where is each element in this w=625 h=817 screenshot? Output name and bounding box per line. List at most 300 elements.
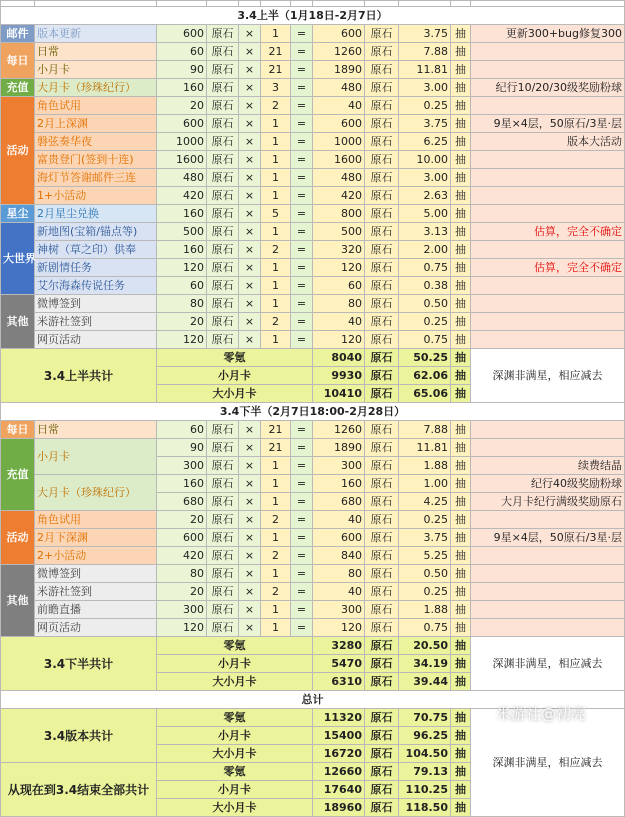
total-draws: 65.06 xyxy=(399,385,451,403)
draw-count: 3.00 xyxy=(399,79,451,97)
times-sign: × xyxy=(239,43,261,61)
unit-label: 原石 xyxy=(365,727,399,745)
result-value: 500 xyxy=(313,223,365,241)
unit-label: 原石 xyxy=(365,493,399,511)
table-row xyxy=(1,295,625,313)
table-row xyxy=(1,169,625,187)
total-value: 5470 xyxy=(313,655,365,673)
item-name: 神树（草之印）供奉 xyxy=(35,241,157,259)
equals-sign: = xyxy=(291,295,313,313)
unit-label: 原石 xyxy=(207,169,239,187)
table-row xyxy=(1,529,625,547)
total-value: 6310 xyxy=(313,673,365,691)
unit-label: 原石 xyxy=(365,313,399,331)
multiplier: 2 xyxy=(261,313,291,331)
table-row xyxy=(1,187,625,205)
item-name: 小月卡 xyxy=(35,61,157,79)
draw-count: 11.81 xyxy=(399,61,451,79)
draw-label: 抽 xyxy=(451,385,471,403)
times-sign: × xyxy=(239,529,261,547)
total-tier: 小月卡 xyxy=(157,781,313,799)
unit-label: 原石 xyxy=(207,277,239,295)
total-label: 从现在到3.4结束全部共计 xyxy=(1,763,157,817)
multiplier: 1 xyxy=(261,529,291,547)
times-sign: × xyxy=(239,511,261,529)
unit-label: 原石 xyxy=(207,115,239,133)
total-tier: 小月卡 xyxy=(157,655,313,673)
result-value: 120 xyxy=(313,331,365,349)
draw-label: 抽 xyxy=(451,25,471,43)
times-sign: × xyxy=(239,295,261,313)
multiplier: 21 xyxy=(261,61,291,79)
unit-label: 原石 xyxy=(207,475,239,493)
multiplier: 1 xyxy=(261,565,291,583)
result-value: 120 xyxy=(313,619,365,637)
result-value: 1260 xyxy=(313,43,365,61)
times-sign: × xyxy=(239,115,261,133)
result-value: 420 xyxy=(313,187,365,205)
note: 估算，完全不确定 xyxy=(471,223,625,241)
total-row xyxy=(1,349,625,367)
draw-count: 4.25 xyxy=(399,493,451,511)
note: 大月卡纪行满级奖励原石 xyxy=(471,493,625,511)
note xyxy=(471,439,625,457)
total-value: 9930 xyxy=(313,367,365,385)
total-row xyxy=(1,637,625,655)
note xyxy=(471,331,625,349)
quantity: 120 xyxy=(157,331,207,349)
note xyxy=(471,241,625,259)
draw-label: 抽 xyxy=(451,241,471,259)
result-value: 840 xyxy=(313,547,365,565)
table-row xyxy=(1,241,625,259)
total-note: 深渊非满星，相应减去 xyxy=(471,709,625,817)
multiplier: 1 xyxy=(261,25,291,43)
unit-label: 原石 xyxy=(207,295,239,313)
note: 续费结晶 xyxy=(471,457,625,475)
item-name: 前瞻直播 xyxy=(35,601,157,619)
draw-label: 抽 xyxy=(451,583,471,601)
draw-count: 0.75 xyxy=(399,331,451,349)
quantity: 20 xyxy=(157,97,207,115)
unit-label: 原石 xyxy=(365,241,399,259)
total-value: 17640 xyxy=(313,781,365,799)
result-value: 40 xyxy=(313,313,365,331)
multiplier: 1 xyxy=(261,223,291,241)
item-name: 新剧情任务 xyxy=(35,259,157,277)
equals-sign: = xyxy=(291,115,313,133)
draw-count: 0.25 xyxy=(399,511,451,529)
unit-label: 原石 xyxy=(365,547,399,565)
equals-sign: = xyxy=(291,547,313,565)
quantity: 1000 xyxy=(157,133,207,151)
total-value: 15400 xyxy=(313,727,365,745)
unit-label: 原石 xyxy=(207,205,239,223)
table-row xyxy=(1,547,625,565)
equals-sign: = xyxy=(291,457,313,475)
multiplier: 1 xyxy=(261,133,291,151)
category-label: 其他 xyxy=(1,295,35,349)
item-name: 富贵登门(签到十连) xyxy=(35,151,157,169)
result-value: 1600 xyxy=(313,151,365,169)
note xyxy=(471,205,625,223)
equals-sign: = xyxy=(291,97,313,115)
category-label: 充值 xyxy=(1,439,35,511)
multiplier: 2 xyxy=(261,97,291,115)
equals-sign: = xyxy=(291,151,313,169)
table-row xyxy=(1,511,625,529)
note xyxy=(471,43,625,61)
draw-count: 1.00 xyxy=(399,475,451,493)
equals-sign: = xyxy=(291,61,313,79)
quantity: 300 xyxy=(157,457,207,475)
times-sign: × xyxy=(239,151,261,169)
unit-label: 原石 xyxy=(207,187,239,205)
unit-label: 原石 xyxy=(365,187,399,205)
draw-count: 0.25 xyxy=(399,313,451,331)
times-sign: × xyxy=(239,259,261,277)
draw-label: 抽 xyxy=(451,709,471,727)
category-label: 邮件 xyxy=(1,25,35,43)
category-label: 大世界 xyxy=(1,223,35,295)
total-tier: 大小月卡 xyxy=(157,799,313,817)
total-draws: 50.25 xyxy=(399,349,451,367)
unit-label: 原石 xyxy=(365,583,399,601)
draw-label: 抽 xyxy=(451,439,471,457)
result-value: 60 xyxy=(313,277,365,295)
table-row xyxy=(1,601,625,619)
table-row xyxy=(1,475,625,493)
equals-sign: = xyxy=(291,205,313,223)
unit-label: 原石 xyxy=(365,619,399,637)
unit-label: 原石 xyxy=(207,457,239,475)
draw-label: 抽 xyxy=(451,601,471,619)
unit-label: 原石 xyxy=(207,529,239,547)
note xyxy=(471,61,625,79)
unit-label: 原石 xyxy=(207,619,239,637)
draw-label: 抽 xyxy=(451,223,471,241)
table-row xyxy=(1,565,625,583)
multiplier: 1 xyxy=(261,115,291,133)
draw-label: 抽 xyxy=(451,547,471,565)
item-name: 2月星尘兑换 xyxy=(35,205,157,223)
total-value: 12660 xyxy=(313,763,365,781)
draw-count: 11.81 xyxy=(399,439,451,457)
draw-label: 抽 xyxy=(451,457,471,475)
draw-label: 抽 xyxy=(451,475,471,493)
quantity: 420 xyxy=(157,187,207,205)
draw-count: 2.00 xyxy=(399,241,451,259)
equals-sign: = xyxy=(291,133,313,151)
equals-sign: = xyxy=(291,439,313,457)
total-draws: 62.06 xyxy=(399,367,451,385)
item-name: 2+小活动 xyxy=(35,547,157,565)
multiplier: 1 xyxy=(261,619,291,637)
equals-sign: = xyxy=(291,331,313,349)
times-sign: × xyxy=(239,493,261,511)
category-label: 其他 xyxy=(1,565,35,637)
unit-label: 原石 xyxy=(207,547,239,565)
result-value: 1890 xyxy=(313,439,365,457)
equals-sign: = xyxy=(291,25,313,43)
unit-label: 原石 xyxy=(365,745,399,763)
unit-label: 原石 xyxy=(207,151,239,169)
result-value: 600 xyxy=(313,115,365,133)
quantity: 600 xyxy=(157,115,207,133)
draw-count: 3.13 xyxy=(399,223,451,241)
result-value: 1260 xyxy=(313,421,365,439)
unit-label: 原石 xyxy=(207,61,239,79)
draw-count: 7.88 xyxy=(399,421,451,439)
draw-count: 3.75 xyxy=(399,529,451,547)
draw-label: 抽 xyxy=(451,169,471,187)
item-name: 艾尔海森传说任务 xyxy=(35,277,157,295)
equals-sign: = xyxy=(291,241,313,259)
note xyxy=(471,601,625,619)
total-tier: 零氪 xyxy=(157,637,313,655)
draw-count: 0.25 xyxy=(399,97,451,115)
draw-count: 5.25 xyxy=(399,547,451,565)
equals-sign: = xyxy=(291,169,313,187)
unit-label: 原石 xyxy=(365,385,399,403)
result-value: 300 xyxy=(313,457,365,475)
times-sign: × xyxy=(239,25,261,43)
draw-count: 0.50 xyxy=(399,295,451,313)
category-label: 活动 xyxy=(1,97,35,205)
multiplier: 1 xyxy=(261,331,291,349)
item-name: 网页活动 xyxy=(35,331,157,349)
equals-sign: = xyxy=(291,475,313,493)
unit-label: 原石 xyxy=(365,367,399,385)
quantity: 160 xyxy=(157,79,207,97)
draw-count: 0.75 xyxy=(399,619,451,637)
draw-label: 抽 xyxy=(451,763,471,781)
draw-count: 3.00 xyxy=(399,169,451,187)
draw-label: 抽 xyxy=(451,367,471,385)
category-label: 充值 xyxy=(1,79,35,97)
total-value: 8040 xyxy=(313,349,365,367)
times-sign: × xyxy=(239,331,261,349)
unit-label: 原石 xyxy=(365,349,399,367)
draw-label: 抽 xyxy=(451,565,471,583)
equals-sign: = xyxy=(291,187,313,205)
unit-label: 原石 xyxy=(207,259,239,277)
equals-sign: = xyxy=(291,601,313,619)
draw-count: 0.75 xyxy=(399,259,451,277)
unit-label: 原石 xyxy=(207,43,239,61)
draw-label: 抽 xyxy=(451,61,471,79)
unit-label: 原石 xyxy=(365,601,399,619)
category-label: 活动 xyxy=(1,511,35,565)
unit-label: 原石 xyxy=(207,511,239,529)
category-label: 星尘 xyxy=(1,205,35,223)
unit-label: 原石 xyxy=(365,673,399,691)
result-value: 800 xyxy=(313,205,365,223)
result-value: 600 xyxy=(313,25,365,43)
multiplier: 1 xyxy=(261,493,291,511)
total-value: 18960 xyxy=(313,799,365,817)
unit-label: 原石 xyxy=(207,565,239,583)
total-tier: 零氪 xyxy=(157,349,313,367)
unit-label: 原石 xyxy=(207,133,239,151)
unit-label: 原石 xyxy=(365,169,399,187)
total-tier: 小月卡 xyxy=(157,727,313,745)
unit-label: 原石 xyxy=(365,709,399,727)
quantity: 420 xyxy=(157,547,207,565)
unit-label: 原石 xyxy=(365,475,399,493)
table-row xyxy=(1,259,625,277)
draw-count: 5.00 xyxy=(399,205,451,223)
draw-count: 0.50 xyxy=(399,565,451,583)
times-sign: × xyxy=(239,475,261,493)
times-sign: × xyxy=(239,583,261,601)
table-row xyxy=(1,151,625,169)
total-draws: 96.25 xyxy=(399,727,451,745)
section-title: 3.4下半（2月7日18:00-2月28日） xyxy=(1,403,625,421)
unit-label: 原石 xyxy=(365,259,399,277)
multiplier: 21 xyxy=(261,421,291,439)
unit-label: 原石 xyxy=(207,583,239,601)
quantity: 680 xyxy=(157,493,207,511)
equals-sign: = xyxy=(291,565,313,583)
draw-label: 抽 xyxy=(451,511,471,529)
draw-label: 抽 xyxy=(451,151,471,169)
times-sign: × xyxy=(239,565,261,583)
total-tier: 大小月卡 xyxy=(157,745,313,763)
table-row xyxy=(1,97,625,115)
table-row xyxy=(1,79,625,97)
item-name: 网页活动 xyxy=(35,619,157,637)
unit-label: 原石 xyxy=(365,637,399,655)
item-name: 角色试用 xyxy=(35,97,157,115)
unit-label: 原石 xyxy=(365,781,399,799)
table-row xyxy=(1,331,625,349)
times-sign: × xyxy=(239,547,261,565)
equals-sign: = xyxy=(291,529,313,547)
unit-label: 原石 xyxy=(207,439,239,457)
table-row xyxy=(1,223,625,241)
equals-sign: = xyxy=(291,277,313,295)
total-label: 3.4上半共计 xyxy=(1,349,157,403)
total-note: 深渊非满星，相应减去 xyxy=(471,637,625,691)
unit-label: 原石 xyxy=(365,25,399,43)
draw-count: 7.88 xyxy=(399,43,451,61)
draw-label: 抽 xyxy=(451,637,471,655)
total-label: 3.4版本共计 xyxy=(1,709,157,763)
equals-sign: = xyxy=(291,79,313,97)
total-value: 11320 xyxy=(313,709,365,727)
multiplier: 21 xyxy=(261,439,291,457)
times-sign: × xyxy=(239,97,261,115)
total-tier: 零氪 xyxy=(157,763,313,781)
times-sign: × xyxy=(239,241,261,259)
quantity: 160 xyxy=(157,475,207,493)
unit-label: 原石 xyxy=(365,223,399,241)
item-name: 小月卡 xyxy=(35,439,157,475)
draw-count: 1.88 xyxy=(399,601,451,619)
times-sign: × xyxy=(239,277,261,295)
multiplier: 1 xyxy=(261,295,291,313)
section-1-header xyxy=(1,7,625,25)
item-name: 微博签到 xyxy=(35,565,157,583)
draw-label: 抽 xyxy=(451,349,471,367)
item-name: 日常 xyxy=(35,421,157,439)
total-draws: 70.75 xyxy=(399,709,451,727)
quantity: 20 xyxy=(157,583,207,601)
equals-sign: = xyxy=(291,493,313,511)
result-value: 40 xyxy=(313,583,365,601)
unit-label: 原石 xyxy=(365,331,399,349)
result-value: 300 xyxy=(313,601,365,619)
quantity: 300 xyxy=(157,601,207,619)
unit-label: 原石 xyxy=(207,241,239,259)
note xyxy=(471,277,625,295)
multiplier: 2 xyxy=(261,511,291,529)
multiplier: 5 xyxy=(261,205,291,223)
unit-label: 原石 xyxy=(365,115,399,133)
multiplier: 2 xyxy=(261,583,291,601)
draw-label: 抽 xyxy=(451,655,471,673)
result-value: 160 xyxy=(313,475,365,493)
draw-label: 抽 xyxy=(451,205,471,223)
note: 估算，完全不确定 xyxy=(471,259,625,277)
times-sign: × xyxy=(239,79,261,97)
unit-label: 原石 xyxy=(365,511,399,529)
total-value: 3280 xyxy=(313,637,365,655)
table-row xyxy=(1,277,625,295)
multiplier: 1 xyxy=(261,151,291,169)
quantity: 90 xyxy=(157,439,207,457)
multiplier: 1 xyxy=(261,187,291,205)
total-label: 3.4下半共计 xyxy=(1,637,157,691)
note xyxy=(471,565,625,583)
watermark: 米游社@初亮 xyxy=(495,705,586,723)
unit-label: 原石 xyxy=(207,313,239,331)
draw-count: 1.88 xyxy=(399,457,451,475)
result-value: 480 xyxy=(313,79,365,97)
total-draws: 20.50 xyxy=(399,637,451,655)
quantity: 60 xyxy=(157,43,207,61)
draw-label: 抽 xyxy=(451,493,471,511)
multiplier: 2 xyxy=(261,241,291,259)
table-row xyxy=(1,619,625,637)
result-value: 320 xyxy=(313,241,365,259)
item-name: 米游社签到 xyxy=(35,313,157,331)
times-sign: × xyxy=(239,205,261,223)
quantity: 20 xyxy=(157,313,207,331)
draw-label: 抽 xyxy=(451,43,471,61)
draw-label: 抽 xyxy=(451,313,471,331)
draw-label: 抽 xyxy=(451,331,471,349)
unit-label: 原石 xyxy=(365,439,399,457)
note: 纪行40级奖励粉球 xyxy=(471,475,625,493)
quantity: 90 xyxy=(157,61,207,79)
note xyxy=(471,295,625,313)
unit-label: 原石 xyxy=(365,61,399,79)
note xyxy=(471,619,625,637)
total-note: 深渊非满星，相应减去 xyxy=(471,349,625,403)
times-sign: × xyxy=(239,187,261,205)
draw-label: 抽 xyxy=(451,259,471,277)
total-tier: 小月卡 xyxy=(157,367,313,385)
draw-label: 抽 xyxy=(451,727,471,745)
category-label: 每日 xyxy=(1,421,35,439)
draw-label: 抽 xyxy=(451,187,471,205)
total-draws: 118.50 xyxy=(399,799,451,817)
equals-sign: = xyxy=(291,313,313,331)
result-value: 600 xyxy=(313,529,365,547)
result-value: 80 xyxy=(313,295,365,313)
